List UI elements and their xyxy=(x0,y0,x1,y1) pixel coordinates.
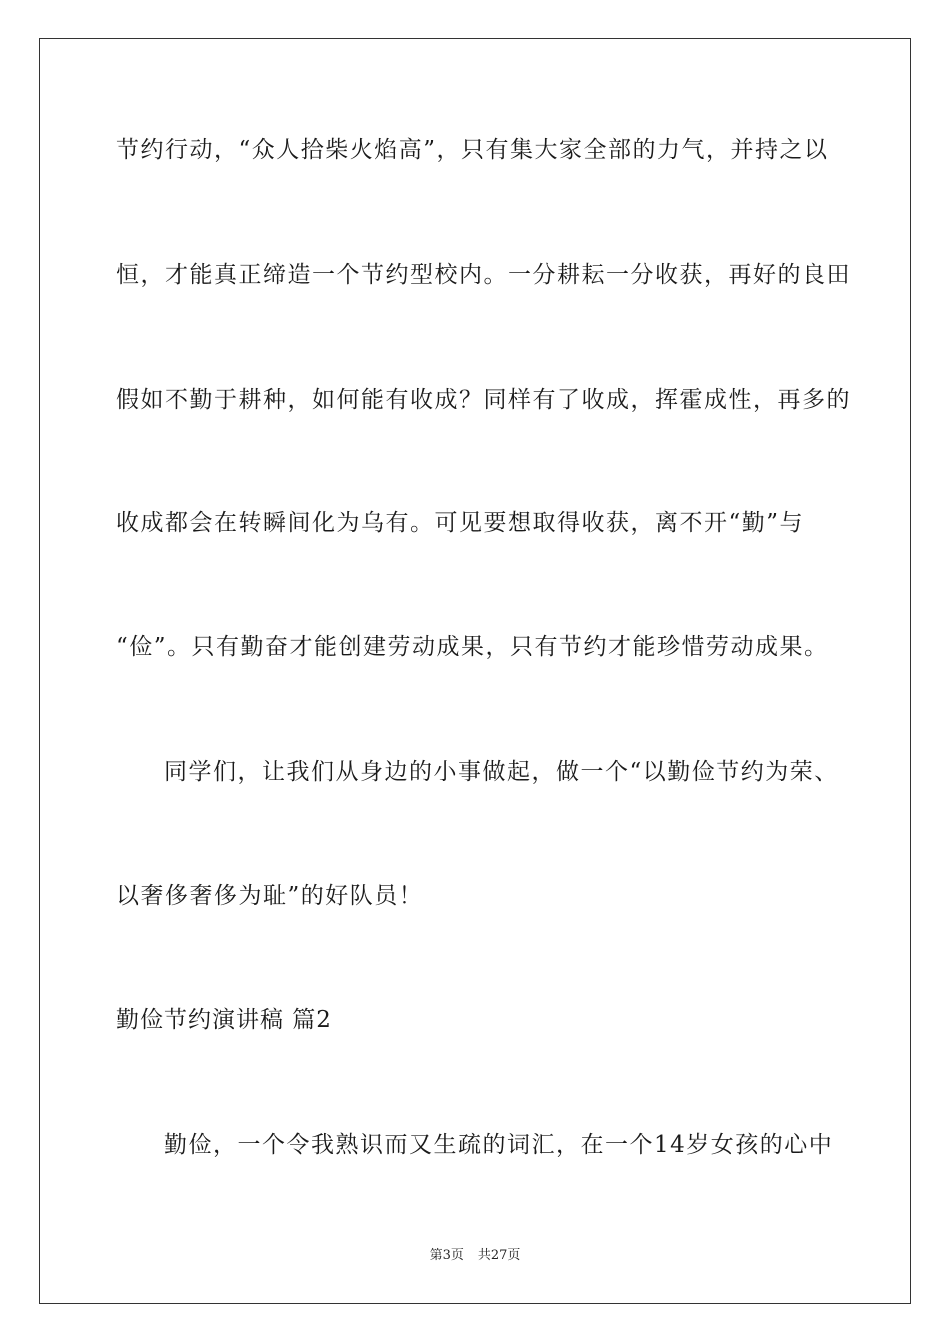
body-line-4: 收成都会在转瞬间化为乌有。可见要想取得收获，离不开“勤”与 xyxy=(116,510,805,536)
body-line-2: 恒，才能真正缔造一个节约型校内。一分耕耘一分收获，再好的良田 xyxy=(116,262,851,288)
body-line-1: 节约行动，“众人拾柴火焰高”，只有集大家全部的力气，并持之以 xyxy=(116,137,829,163)
page-number: 第3页 xyxy=(429,1248,464,1263)
body-line-7: 以奢侈奢侈为耻”的好队员！ xyxy=(116,883,424,909)
body-line-5: “俭”。只有勤奋才能创建劳动成果，只有节约才能珍惜劳动成果。 xyxy=(116,634,829,660)
body-line-3: 假如不勤于耕种，如何能有收成？同样有了收成，挥霍成性，再多的 xyxy=(116,387,851,413)
page-total: 共27页 xyxy=(477,1248,521,1263)
body-line-6: 同学们，让我们从身边的小事做起，做一个“以勤俭节约为荣、 xyxy=(164,759,839,785)
page-footer xyxy=(0,1247,950,1265)
page-border xyxy=(39,38,911,1304)
section-heading: 勤俭节约演讲稿 篇2 xyxy=(116,1007,332,1033)
section-first-line: 勤俭，一个令我熟识而又生疏的词汇，在一个14岁女孩的心中 xyxy=(164,1132,834,1158)
